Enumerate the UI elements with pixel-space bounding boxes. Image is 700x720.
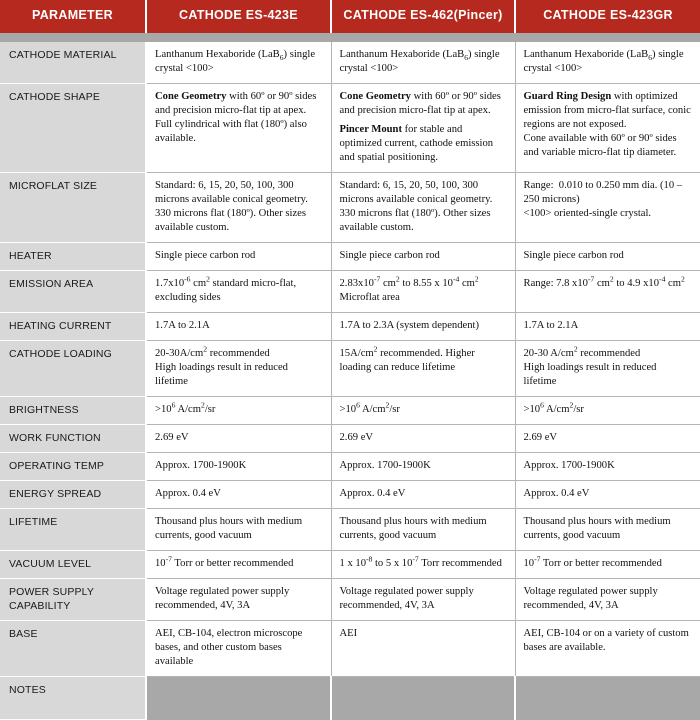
cell-es423gr: Voltage regulated power supply recommended, 4V, 3A xyxy=(515,578,700,620)
cell-es462: Voltage regulated power supply recommended, 4V, 3A xyxy=(331,578,515,620)
row-label-cell: BRIGHTNESS xyxy=(0,397,146,425)
cell-es423gr: Range: 7.8 $x10^{-7}$ $cm^2$ to 4.9 $x10^{-4}$ $cm^2$ xyxy=(515,271,700,313)
row-label-cell: MICROFLAT SIZE xyxy=(0,173,146,243)
row-label-cell: NOTES xyxy=(0,676,146,720)
table-header xyxy=(0,0,700,33)
cell-es423e: Voltage regulated power supply recommended, 4V, 3A xyxy=(146,578,331,620)
cell-es423gr xyxy=(515,676,700,720)
cell-es462: 1.7A to 2.3A (system dependent) xyxy=(331,313,515,341)
cell-es423gr: 2.69 eV xyxy=(515,424,700,452)
table-row xyxy=(0,676,700,720)
cell-es462 xyxy=(331,676,515,720)
header-spacer-a xyxy=(146,33,331,42)
row-label-cell: VACUUM LEVEL xyxy=(0,550,146,578)
header-spacer-row xyxy=(0,33,700,42)
cell-es423e: Cone Geometry with 60º or 90º sides and precision micro-flat tip at apex. Full cylindrical with flat (180º) also available. xyxy=(146,83,331,173)
header-spacer-c xyxy=(515,33,700,42)
cell-es423gr: Single piece carbon rod xyxy=(515,243,700,271)
table-row xyxy=(0,550,700,578)
row-label-cell: HEATER xyxy=(0,243,146,271)
cell-es462: Approx. 1700-1900K xyxy=(331,452,515,480)
row-label-cell: ENERGY SPREAD xyxy=(0,480,146,508)
cell-es423gr: AEI, CB-104 or on a variety of custom bases are available. xyxy=(515,620,700,676)
cell-es462: Thousand plus hours with medium currents, good vacuum xyxy=(331,508,515,550)
cell-es423gr: Approx. 1700-1900K xyxy=(515,452,700,480)
column-header-es462: CATHODE ES-462(Pincer) xyxy=(331,0,515,33)
row-label-cell: WORK FUNCTION xyxy=(0,424,146,452)
header-spacer-param xyxy=(0,33,146,42)
table-body xyxy=(0,33,700,720)
cell-es462: $15A/cm^2$ recommended. Higher loading can reduce lifetime xyxy=(331,341,515,397)
column-header-es423gr: CATHODE ES-423GR xyxy=(515,0,700,33)
cell-es423e: 1.7A to 2.1A xyxy=(146,313,331,341)
cell-es423e: Thousand plus hours with medium currents, good vacuum xyxy=(146,508,331,550)
cell-es423e: AEI, CB-104, electron microscope bases, and other custom bases available xyxy=(146,620,331,676)
cell-es423e: Approx. 1700-1900K xyxy=(146,452,331,480)
cell-es462: 1 x $10^{-8}$ to 5 x $10^{-7}$ Torr recommended xyxy=(331,550,515,578)
table-row xyxy=(0,271,700,313)
cell-es462: Standard: 6, 15, 20, 50, 100, 300 microns available conical geometry. 330 microns flat (180º). Other sizes available custom. xyxy=(331,173,515,243)
cell-es423e: $1.7x10^{-6}$ $cm^2$ standard micro-flat, excluding sides xyxy=(146,271,331,313)
table-row xyxy=(0,424,700,452)
cell-es423gr: 1.7A to 2.1A xyxy=(515,313,700,341)
row-label-cell: CATHODE SHAPE xyxy=(0,83,146,173)
cell-es423e: Lanthanum Hexaboride (LaB$_6$) single crystal <100> xyxy=(146,42,331,83)
table-row xyxy=(0,508,700,550)
cell-es462: $2.83x10^{-7}$ $cm^2$ to 8.55 x $10^{-4}$ $cm^2$ Microflat area xyxy=(331,271,515,313)
cell-es423gr: Guard Ring Design with optimized emission from micro-flat surface, conic regions are not exposed. Cone available with 60º or 90º sides and variable micro-flat tip diameter. xyxy=(515,83,700,173)
table-row xyxy=(0,397,700,425)
table-row xyxy=(0,480,700,508)
row-label-cell: CATHODE MATERIAL xyxy=(0,42,146,83)
cell-es462: Single piece carbon rod xyxy=(331,243,515,271)
table-row xyxy=(0,243,700,271)
column-header-es423e: CATHODE ES-423E xyxy=(146,0,331,33)
row-label-cell: HEATING CURRENT xyxy=(0,313,146,341)
cell-es423e: Standard: 6, 15, 20, 50, 100, 300 microns available conical geometry. 330 microns flat (180º). Other sizes available custom. xyxy=(146,173,331,243)
cell-es423e xyxy=(146,676,331,720)
table-row xyxy=(0,578,700,620)
cell-es423e: 2.69 eV xyxy=(146,424,331,452)
cell-es462: Cone Geometry with 60º or 90º sides and precision micro-flat tip at apex. Pincer Mount for stable and optimized current, cathode emission and spatial positioning. xyxy=(331,83,515,173)
cell-es423gr: Approx. 0.4 eV xyxy=(515,480,700,508)
cell-es462: Lanthanum Hexaboride (LaB$_6$) single crystal <100> xyxy=(331,42,515,83)
table-row xyxy=(0,452,700,480)
row-label-cell: LIFETIME xyxy=(0,508,146,550)
cell-es423gr: Thousand plus hours with medium currents, good vacuum xyxy=(515,508,700,550)
row-label-cell: CATHODE LOADING xyxy=(0,341,146,397)
table-row xyxy=(0,83,700,173)
cell-es423gr: $>10^6$ $A/cm^2/sr$ xyxy=(515,397,700,425)
table-row xyxy=(0,341,700,397)
cell-es423gr: 20-30 $A/cm^2$ recommended High loadings result in reduced lifetime xyxy=(515,341,700,397)
column-header-parameter: PARAMETER xyxy=(0,0,146,33)
cell-es423e: $20-30A/cm^2$ recommended High loadings result in reduced lifetime xyxy=(146,341,331,397)
cell-es423e: Approx. 0.4 eV xyxy=(146,480,331,508)
cell-es462: Approx. 0.4 eV xyxy=(331,480,515,508)
cell-es423e: $10^{-7}$ Torr or better recommended xyxy=(146,550,331,578)
table-row xyxy=(0,620,700,676)
cell-es423gr: Lanthanum Hexaboride (LaB$_6$) single crystal <100> xyxy=(515,42,700,83)
row-label-cell: BASE xyxy=(0,620,146,676)
cell-es423gr: Range: 0.010 to 0.250 mm dia. (10 – 250 microns) <100> oriented-single crystal. xyxy=(515,173,700,243)
cell-es423gr: $10^{-7}$ Torr or better recommended xyxy=(515,550,700,578)
cell-es462: AEI xyxy=(331,620,515,676)
table-row xyxy=(0,313,700,341)
cell-es423e: $>10^6$ $A/cm^2/sr$ xyxy=(146,397,331,425)
cell-es462: 2.69 eV xyxy=(331,424,515,452)
cell-es462: $>10^6$ $A/cm^2/sr$ xyxy=(331,397,515,425)
table-row xyxy=(0,42,700,83)
row-label-cell: EMISSION AREA xyxy=(0,271,146,313)
header-spacer-b xyxy=(331,33,515,42)
row-label-cell: OPERATING TEMP xyxy=(0,452,146,480)
header-row xyxy=(0,0,700,33)
table-row xyxy=(0,173,700,243)
cell-es423e: Single piece carbon rod xyxy=(146,243,331,271)
row-label-cell: POWER SUPPLY CAPABILITY xyxy=(0,578,146,620)
